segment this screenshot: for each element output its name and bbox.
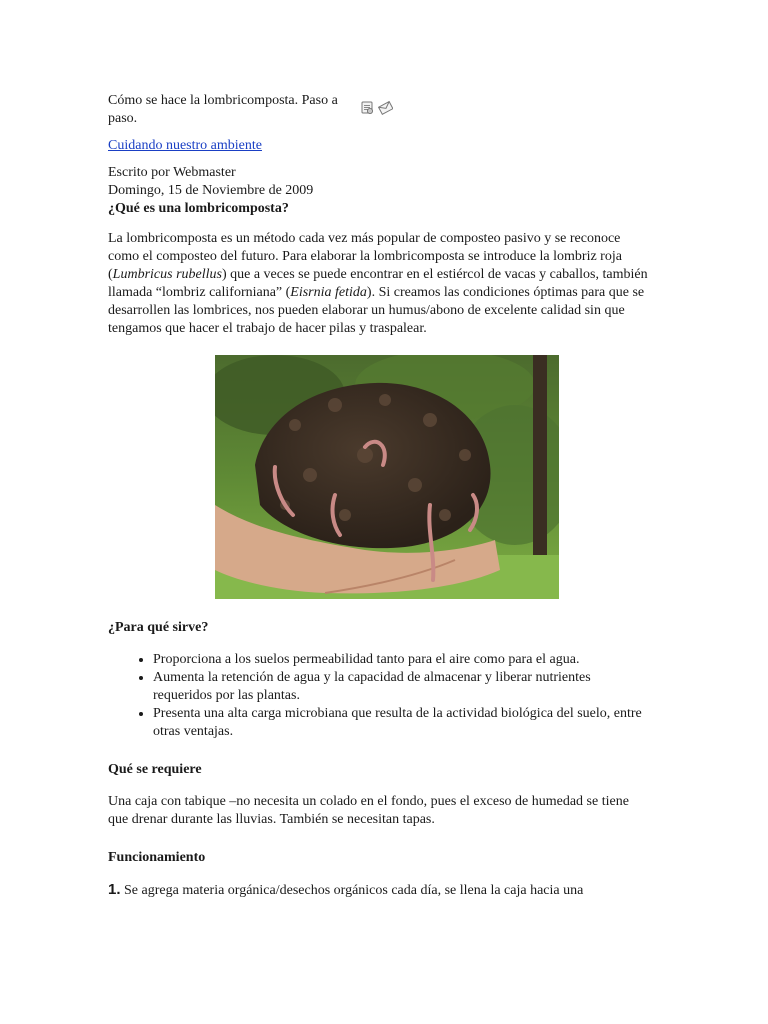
species-name-2: Eisrnia fetida (290, 285, 367, 300)
step-number: 1. (108, 881, 121, 898)
step-paragraph (108, 881, 648, 900)
step-text: Se agrega materia orgánica/desechos orgánicos cada día, se llena la caja hacia una (120, 883, 584, 898)
heading-what-is: ¿Qué es una lombricomposta? (108, 201, 289, 216)
article-header (108, 92, 408, 128)
intro-text-3: ). Si creamos las condiciones óptimas para que se desarrollen las lombrices, nos pueden elaborar un humus/abono de excelente calidad sin que tengamos que hacer el trabajo de hacer pilas y traspalear. (108, 285, 645, 336)
list-item: • Aumenta la retención de agua y la capacidad de almacenar y liberar nutrientes requeridos por las plantas. (153, 669, 648, 705)
article-body (108, 92, 648, 900)
uses-list (108, 651, 648, 741)
intro-text-1: La lombricomposta es un método cada vez más popular de composteo pasivo y se reconoce como el composteo del futuro. Para elaborar la lombricomposta se introduce la lombriz roja ( (108, 231, 622, 282)
list-item: • Proporciona a los suelos permeabilidad tanto para el aire como para el agua. (153, 651, 648, 669)
intro-paragraph (108, 230, 648, 338)
author-line: Escrito por Webmaster (108, 165, 236, 180)
requirements-paragraph: Una caja con tabique –no necesita un colado en el fondo, pues el exceso de humedad se tiene que drenar durante las lluvias. También se necesitan tapas. (108, 794, 629, 827)
compost-worms-photo (215, 355, 559, 599)
article-tools (360, 100, 393, 115)
species-name-1: Lumbricus rubellus (112, 267, 222, 282)
category-link[interactable]: Cuidando nuestro ambiente (108, 138, 262, 153)
heading-uses: ¿Para qué sirve? (108, 620, 209, 635)
email-icon[interactable] (378, 100, 393, 115)
heading-operation: Funcionamiento (108, 850, 206, 865)
publish-date: Domingo, 15 de Noviembre de 2009 (108, 183, 314, 198)
pdf-icon[interactable] (360, 100, 375, 115)
article-title: Cómo se hace la lombricomposta. Paso a paso. (108, 93, 338, 126)
list-item: • Presenta una alta carga microbiana que resulta de la actividad biológica del suelo, entre otras ventajas. (153, 705, 648, 741)
heading-requirements: Qué se requiere (108, 762, 202, 777)
intro-text-2: ) que a veces se puede encontrar en el estiércol de vacas y caballos, también llamada “lombriz californiana” ( (108, 267, 648, 300)
